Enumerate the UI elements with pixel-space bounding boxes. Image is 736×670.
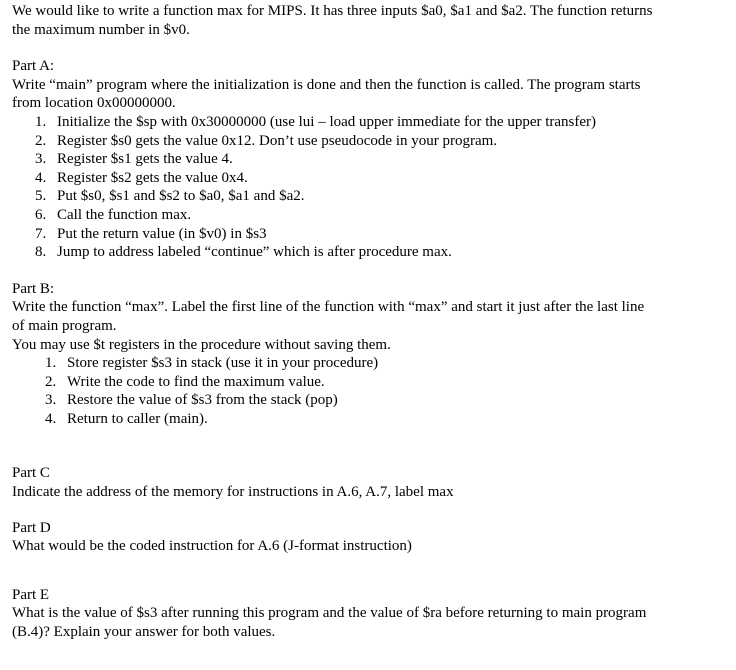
list-text: Initialize the $sp with 0x30000000 (use lui – load upper immediate for the upper transfer): [57, 113, 597, 130]
list-text: Restore the value of $s3 from the stack (pop): [67, 392, 338, 409]
part-a-list: [35, 113, 724, 262]
part-b-list: [45, 354, 724, 428]
part-a-heading: Part A:: [12, 58, 55, 75]
list-item: [35, 225, 724, 244]
list-number: 8.: [35, 244, 47, 261]
part-d-section: [12, 519, 724, 556]
list-text: Put the return value (in $v0) in $s3: [57, 225, 267, 242]
intro-paragraph: [12, 2, 724, 39]
intro-line: the maximum number in $v0.: [12, 21, 190, 38]
list-item: [35, 150, 724, 169]
list-number: 4.: [45, 410, 57, 427]
list-number: 1.: [45, 355, 57, 372]
part-c-heading: Part C: [12, 465, 50, 482]
part-c-section: [12, 464, 724, 501]
list-number: 2.: [35, 132, 47, 149]
list-text: Register $s1 gets the value 4.: [57, 151, 233, 168]
list-item: [35, 206, 724, 225]
list-text: Put $s0, $s1 and $s2 to $a0, $a1 and $a2.: [57, 188, 305, 205]
part-b-text: of main program.: [12, 317, 117, 334]
part-d-text: What would be the coded instruction for A.6 (J-format instruction): [12, 538, 412, 555]
list-number: 5.: [35, 188, 47, 205]
part-b-section: [12, 280, 724, 429]
part-b-heading: Part B:: [12, 280, 55, 297]
list-text: Register $s2 gets the value 0x4.: [57, 169, 248, 186]
part-a-text: Write “main” program where the initialization is done and then the function is called. The program starts: [12, 76, 641, 93]
part-c-text: Indicate the address of the memory for instructions in A.6, A.7, label max: [12, 484, 454, 501]
part-e-text: (B.4)? Explain your answer for both values.: [12, 624, 276, 641]
list-item: [45, 410, 724, 429]
list-text: Store register $s3 in stack (use it in your procedure): [67, 355, 379, 372]
list-number: 1.: [35, 113, 47, 130]
document-page: [0, 2, 736, 670]
list-number: 3.: [35, 151, 47, 168]
part-a-section: [12, 57, 724, 262]
part-e-section: [12, 586, 724, 642]
part-b-text: Write the function “max”. Label the first line of the function with “max” and start it just after the last line: [12, 299, 645, 316]
part-e-heading: Part E: [12, 586, 50, 603]
part-b-text: You may use $t registers in the procedure without saving them.: [12, 336, 391, 353]
list-item: [35, 169, 724, 188]
list-number: 4.: [35, 169, 47, 186]
list-text: Return to caller (main).: [67, 410, 208, 427]
list-number: 6.: [35, 206, 47, 223]
list-item: [45, 391, 724, 410]
intro-line: We would like to write a function max for MIPS. It has three inputs $a0, $a1 and $a2. The function returns: [12, 3, 653, 19]
list-item: [45, 354, 724, 373]
list-text: Write the code to find the maximum value.: [67, 373, 325, 390]
list-number: 2.: [45, 373, 57, 390]
list-item: [35, 243, 724, 262]
part-d-heading: Part D: [12, 519, 51, 536]
list-number: 7.: [35, 225, 47, 242]
list-item: [45, 373, 724, 392]
list-number: 3.: [45, 392, 57, 409]
part-e-text: What is the value of $s3 after running this program and the value of $ra before returning to main program: [12, 605, 647, 622]
list-text: Register $s0 gets the value 0x12. Don’t use pseudocode in your program.: [57, 132, 498, 149]
list-item: [35, 187, 724, 206]
list-text: Jump to address labeled “continue” which is after procedure max.: [57, 244, 452, 261]
list-item: [35, 113, 724, 132]
list-text: Call the function max.: [57, 206, 192, 223]
list-item: [35, 132, 724, 151]
part-a-text: from location 0x00000000.: [12, 95, 176, 112]
